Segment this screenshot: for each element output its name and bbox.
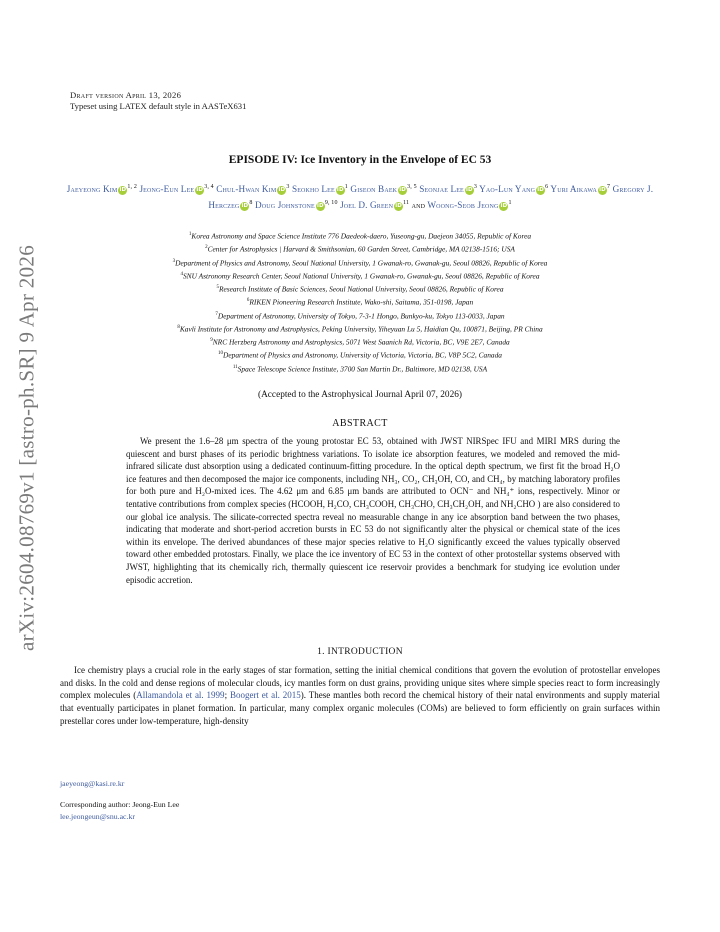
affiliation-marker: 3 <box>286 184 290 190</box>
affiliation-text: Research Institute of Basic Sciences, Seoul National University, Seoul 08826, Republic of Korea <box>218 284 504 294</box>
affiliation-text: Department of Physics and Astronomy, University of Victoria, Victoria, BC, V8P 5C2, Canada <box>223 350 502 360</box>
affiliation-number: 5 <box>216 285 219 291</box>
affiliation-number: 6 <box>246 298 250 304</box>
affiliation-marker: 3, 5 <box>407 184 417 190</box>
orcid-icon[interactable]: iD <box>196 187 204 194</box>
author-entry <box>427 200 511 210</box>
affiliation-number: 7 <box>215 311 218 317</box>
affiliation-line <box>60 362 660 375</box>
affiliation-marker: 1 <box>344 184 348 190</box>
affiliation-list <box>60 229 660 375</box>
affiliation-marker: 11 <box>403 200 410 207</box>
affiliation-line <box>60 269 660 282</box>
and-conjunction: and <box>411 200 426 211</box>
orcid-icon[interactable]: iD <box>119 187 127 194</box>
affiliation-marker: 9, 10 <box>324 200 338 207</box>
arxiv-sidebar <box>7 228 47 668</box>
intro-text: ). These mantles both record the chemical history of their natal environments and supply material that eventually participates in planet formation. In particular, many complex organic molecules (COMs) are believed to form efficiently on grain surfaces within prestellar cores under low-temperature, high-density <box>60 690 660 726</box>
orcid-icon[interactable]: iD <box>599 187 606 194</box>
author-entry <box>255 200 338 210</box>
author-entry <box>550 184 610 194</box>
affiliation-marker: 3, 4 <box>204 184 214 190</box>
affiliation-text: RIKEN Pioneering Research Institute, Wako-shi, Saitama, 351-0198, Japan <box>249 297 474 307</box>
draft-version: Draft version April 13, 2026 <box>70 90 182 100</box>
author-name[interactable]: Chul-Hwan Kim <box>216 184 277 195</box>
affiliation-line <box>60 256 660 269</box>
affiliation-number: 11 <box>232 364 238 370</box>
author-entry <box>479 184 548 194</box>
author-entry <box>340 200 409 210</box>
author-name[interactable]: Seonjae Lee <box>419 184 464 195</box>
author-name[interactable]: Doug Johnstone <box>255 200 315 211</box>
affiliation-line <box>60 335 660 348</box>
citation-link[interactable]: Boogert et al. 2015 <box>229 690 301 701</box>
affiliation-marker: 3 <box>473 184 478 190</box>
email-link[interactable]: lee.jeongeun@snu.ac.kr <box>60 812 135 821</box>
affiliation-text: Korea Astronomy and Space Science Institute 776 Daedeok-daero, Yuseong-gu, Daejeon 34055, Republic of Korea <box>191 231 532 241</box>
author-name[interactable]: Seokho Lee <box>291 184 335 195</box>
paper-title: EPISODE IV: Ice Inventory in the Envelope of EC 53 <box>228 154 492 166</box>
affiliation-text: Kavli Institute for Astronomy and Astrophysics, Peking University, Yiheyuan Lu 5, Haidian Qu, 100871, Beijing, PR China <box>179 324 543 334</box>
author-entry <box>350 184 416 194</box>
orcid-icon[interactable]: iD <box>316 203 324 210</box>
orcid-icon[interactable]: iD <box>241 203 249 210</box>
page-header <box>70 90 246 112</box>
affiliation-marker: 7 <box>606 184 611 190</box>
affiliation-marker: 8 <box>249 200 253 207</box>
affiliation-line <box>60 309 660 322</box>
orcid-icon[interactable]: iD <box>537 187 545 194</box>
affiliation-line <box>60 242 660 255</box>
email-link[interactable]: jaeyeong@kasi.re.kr <box>60 779 125 788</box>
section-heading: 1. INTRODUCTION <box>317 647 403 657</box>
affiliation-line <box>60 229 660 242</box>
affiliation-number: 2 <box>205 245 208 251</box>
affiliation-text: Department of Astronomy, University of Tokyo, 7-3-1 Hongo, Bunkyo-ku, Tokyo 113-0033, Japan <box>217 311 505 321</box>
affiliation-line <box>60 322 660 335</box>
orcid-icon[interactable]: iD <box>500 203 508 210</box>
author-name[interactable]: Yao-Lun Yang <box>479 184 536 195</box>
affiliation-number: 8 <box>177 324 180 330</box>
orcid-icon[interactable]: iD <box>395 203 402 210</box>
author-entry <box>292 184 348 194</box>
affiliation-text: SNU Astronomy Research Center, Seoul National University, 1 Gwanak-ro, Gwanak-gu, Seoul 08826, Republic of Korea <box>182 271 540 281</box>
author-entry <box>139 184 213 194</box>
introduction-paragraph <box>60 664 660 728</box>
affiliation-line <box>60 348 660 361</box>
abstract-text: We present the 1.6–28 μm spectra of the young protostar EC 53, obtained with JWST NIRSpec IFU and MIRI MRS during the quiescent and burst phases of its periodic brightness variations. To isolate ice absorption features, we modeled and removed the mid-infrared silicate dust absorption using a dedicated continuum-fitting procedure. In the optical depth spectrum, we first fit the broad H₂O ice features and then decomposed the major ice components, including NH₃, CO₂, CH₃OH, CO, and CH₄, by matching laboratory profiles for both pure and H₂O-mixed ices. The 4.62 μm and 6.85 μm bands are attributed to OCN⁻ and NH₄⁺ ions, respectively. Minor or tentative contributions from complex species (HCOOH, H₂CO, CH₃COOH, CH₃CHO, CH₃CH₂OH, and NH₂CHO ) are also considered to our global ice analysis. The silicate-corrected spectra reveal no measurable change in any ice absorption band between the two phases, indicating that moderate and short-period accretion bursts in EC 53 do not significantly alter the physical or chemical state of the ices within its envelope. The derived abundances of these major species relative to H₂O significantly exceed the values typically observed toward other embedded protostars. Finally, we place the ice inventory of EC 53 in the context of other protostellar systems observed with JWST, highlighting that its chemically rich, thermally quiescent ice reservoir provides a benchmark for studying ice evolution under episodic accretion. <box>126 436 620 585</box>
author-name[interactable]: Giseon Baek <box>350 184 398 195</box>
orcid-icon[interactable]: iD <box>278 187 286 194</box>
intro-separator: ; <box>224 690 230 701</box>
affiliation-number: 9 <box>210 338 213 344</box>
acceptance-note: (Accepted to the Astrophysical Journal April 07, 2026) <box>258 390 462 400</box>
author-entry <box>67 184 137 194</box>
orcid-icon[interactable]: iD <box>399 187 406 194</box>
affiliation-number: 3 <box>172 258 176 264</box>
author-name[interactable]: Yuri Aikawa <box>550 184 597 195</box>
author-name[interactable]: Jeong-Eun Lee <box>139 184 195 195</box>
orcid-icon[interactable]: iD <box>336 187 344 194</box>
affiliation-number: 10 <box>218 351 223 357</box>
affiliation-number: 1 <box>188 232 192 237</box>
author-list <box>55 180 665 212</box>
citation-link[interactable]: Allamandola et al. 1999 <box>136 690 225 701</box>
footnotes <box>60 778 179 823</box>
affiliation-text: Space Telescope Science Institute, 3700 San Martin Dr., Baltimore, MD 02138, USA <box>237 364 488 374</box>
affiliation-line <box>60 295 660 308</box>
affiliation-number: 4 <box>180 271 183 277</box>
affiliation-text: Center for Astrophysics | Harvard & Smithsonian, 60 Garden Street, Cambridge, MA 02138-1516; USA <box>207 244 515 254</box>
author-entry <box>216 184 289 194</box>
author-name[interactable]: Jaeyeong Kim <box>66 184 118 195</box>
affiliation-marker: 6 <box>545 184 549 190</box>
affiliation-text: Department of Physics and Astronomy, Seoul National University, 1 Gwanak-ro, Gwanak-gu, Seoul 08826, Republic of Korea <box>175 258 548 267</box>
arxiv-identifier[interactable]: arXiv:2604.08769v1 [astro-ph.SR] 9 Apr 2026 <box>14 244 39 652</box>
typeset-note: Typeset using LATEX default style in AASTeX631 <box>70 101 247 111</box>
affiliation-marker: 1 <box>508 200 512 207</box>
affiliation-marker: 1, 2 <box>127 184 137 190</box>
abstract-heading: ABSTRACT <box>332 418 388 429</box>
author-name[interactable]: Joel D. Green <box>340 200 394 211</box>
author-name[interactable]: Woong-Seob Jeong <box>427 200 499 211</box>
affiliation-line <box>60 282 660 295</box>
intro-text: Ice chemistry plays a crucial role in the early stages of star formation, setting the initial chemical conditions that govern the evolution of protostellar envelopes and disks. In the cold and dense regions of molecular clouds, icy mantles form on dust grains, providing unique sites where simple species react to form increasingly complex molecules ( <box>60 665 660 701</box>
author-name[interactable]: Gregory J. Herczeg <box>208 184 654 211</box>
orcid-icon[interactable]: iD <box>465 187 473 194</box>
affiliation-text: NRC Herzberg Astronomy and Astrophysics, 5071 West Saanich Rd, Victoria, BC, V9E 2E7, Canada <box>212 337 510 347</box>
corresponding-author: Corresponding author: Jeong-Eun Lee <box>60 800 180 809</box>
author-entry <box>419 184 477 194</box>
